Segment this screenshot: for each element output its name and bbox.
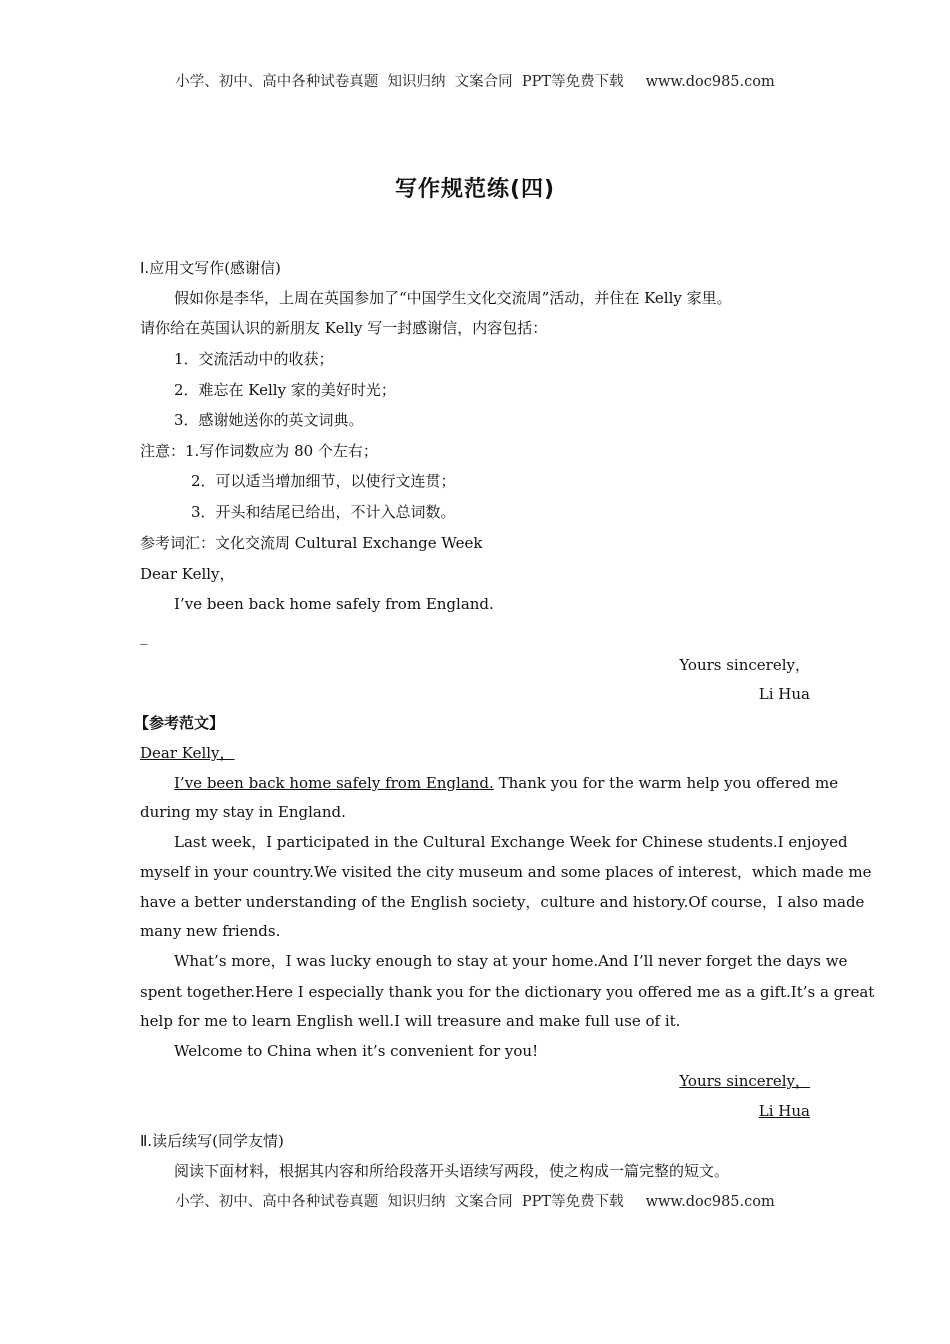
requirement-item: 3．感谢她送你的英文词典。 [174,411,364,429]
footer-text: 小学、初中、高中各种试卷真题 知识归纳 文案合同 PPT等免费下载 [175,1194,624,1210]
header-site[interactable]: www.doc985.com [645,74,775,90]
model-paragraph-3-line-3: help for me to learn English well.I will treasure and make full use of it. [140,1012,681,1030]
model-paragraph-1-line-2: during my stay in England. [140,803,346,821]
prompt-line-2: 请你给在英国认识的新朋友 Kelly 写一封感谢信，内容包括： [140,319,548,337]
page-footer [0,1190,950,1211]
requirement-item: 2．难忘在 Kelly 家的美好时光； [174,381,396,399]
note-item: 2．可以适当增加细节，以使行文连贯； [191,472,456,490]
section1-heading: Ⅰ.应用文写作(感谢信) [140,259,281,277]
model-paragraph-4: Welcome to China when it’s convenient for you! [174,1042,539,1060]
letter-closing: Yours sincerely， [679,656,810,674]
section2-instruction: 阅读下面材料，根据其内容和所给段落开头语续写两段，使之构成一篇完整的短文。 [174,1162,730,1180]
page-header-top [0,70,950,91]
letter-signature: Li Hua [758,685,810,703]
letter-salutation: Dear Kelly， [140,565,235,583]
answer-blank: _ [140,627,148,645]
section2-heading: Ⅱ.读后续写(同学友情) [140,1132,284,1150]
model-paragraph-2-line-1: Last week，I participated in the Cultural Exchange Week for Chinese students.I enjoyed [174,833,848,851]
model-signature: Li Hua [758,1102,810,1120]
model-salutation: Dear Kelly， [140,744,235,762]
page-title: 写作规范练(四) [394,177,556,202]
model-paragraph-3-line-1: What’s more，I was lucky enough to stay at your home.And I’ll never forget the days we [174,952,848,970]
model-paragraph-2-line-4: many new friends. [140,922,281,940]
note-item: 注意：1.写作词数应为 80 个左右； [140,442,378,460]
model-closing: Yours sincerely， [679,1072,810,1090]
model-paragraph-1-line-1: I’ve been back home safely from England. Thank you for the warm help you offered me [174,774,839,792]
model-paragraph-3-line-2: spent together.Here I especially thank you for the dictionary you offered me as a gift.It’s a great [140,983,875,1001]
model-paragraph-2-line-2: myself in your country.We visited the city museum and some places of interest，which made me [140,863,872,881]
requirement-item: 1．交流活动中的收获； [174,350,334,368]
note-item: 3．开头和结尾已给出，不计入总词数。 [191,503,456,521]
vocab-hint: 参考词汇：文化交流周 Cultural Exchange Week [140,534,483,552]
prompt-line-1: 假如你是李华，上周在英国参加了“中国学生文化交流周”活动，并住在 Kelly 家里。 [174,289,732,307]
letter-opening: I’ve been back home safely from England. [174,595,494,613]
model-paragraph-2-line-3: have a better understanding of the English society，culture and history.Of course，I also made [140,893,865,911]
header-text: 小学、初中、高中各种试卷真题 知识归纳 文案合同 PPT等免费下载 [175,74,624,90]
model-essay-label: 【参考范文】 [134,714,225,732]
footer-site[interactable]: www.doc985.com [645,1194,775,1210]
